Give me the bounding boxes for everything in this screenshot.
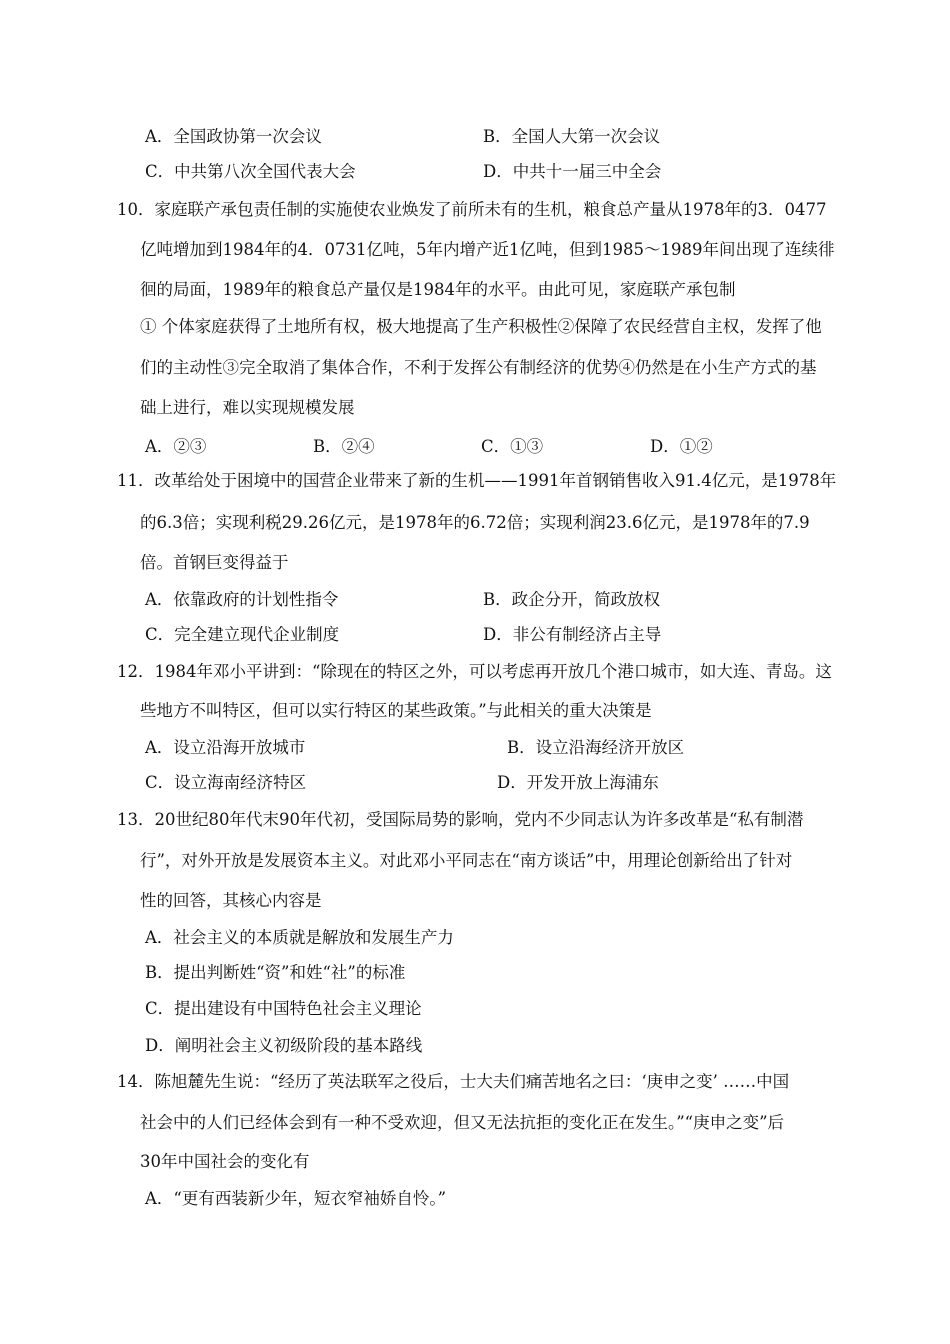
q12-option-c: C．设立海南经济特区: [145, 773, 307, 792]
q12-option-b: B．设立沿海经济开放区: [507, 738, 685, 757]
q13-option-d: D．阐明社会主义初级阶段的基本路线: [145, 1036, 423, 1055]
q11-option-b: B．政企分开，简政放权: [483, 590, 661, 609]
q14-stem-line-1: 14．陈旭麓先生说：“经历了英法联军之役后，士大夫们痛苦地名之曰：‘庚申之变’ ……中国: [117, 1072, 790, 1091]
q13-option-a: A．社会主义的本质就是解放和发展生产力: [145, 928, 454, 947]
q13-option-b: B．提出判断姓“资”和姓“社”的标准: [145, 963, 406, 982]
q11-stem-line-1: 11．改革给处于困境中的国营企业带来了新的生机——1991年首钢销售收入91.4亿元，是1978年: [117, 471, 837, 490]
q10-stem-line-1: 10．家庭联产承包责任制的实施使农业焕发了前所未有的生机，粮食总产量从1978年的3．0477: [117, 200, 827, 219]
q10-stem-line-3: 徊的局面，1989年的粮食总产量仅是1984年的水平。由此可见，家庭联产承包制: [140, 280, 736, 299]
q9-option-a: A．全国政协第一次会议: [145, 127, 322, 146]
q11-option-c: C．完全建立现代企业制度: [145, 625, 340, 644]
q10-stem-line-2: 亿吨增加到1984年的4．0731亿吨，5年内增产近1亿吨，但到1985～1989年间出现了连续徘: [140, 240, 835, 259]
q10-stem-line-4: ① 个体家庭获得了土地所有权，极大地提高了生产积极性②保障了农民经营自主权，发挥了他: [140, 317, 822, 336]
q12-stem-line-1: 12．1984年邓小平讲到：“除现在的特区之外，可以考虑再开放几个港口城市，如大连、青岛。这: [117, 662, 832, 681]
q10-stem-line-6: 础上进行，难以实现规模发展: [140, 398, 355, 417]
q10-option-c: C．①③: [481, 437, 544, 456]
q13-option-c: C．提出建设有中国特色社会主义理论: [145, 999, 422, 1018]
q10-option-d: D．①②: [650, 437, 713, 456]
q11-option-a: A．依靠政府的计划性指令: [145, 590, 339, 609]
q14-stem-line-2: 社会中的人们已经体会到有一种不受欢迎，但又无法抗拒的变化正在发生。”“庚申之变”后: [140, 1113, 785, 1132]
q13-stem-line-1: 13．20世纪80年代末90年代初，受国际局势的影响，党内不少同志认为许多改革是“私有制潜: [117, 810, 804, 829]
q12-option-d: D．开发开放上海浦东: [497, 773, 659, 792]
q14-option-a: A．“更有西装新少年，短衣窄袖娇自怜。”: [145, 1189, 447, 1208]
q10-option-a: A．②③: [145, 437, 207, 456]
q11-stem-line-3: 倍。首钢巨变得益于: [140, 553, 289, 572]
q14-stem-line-3: 30年中国社会的变化有: [140, 1152, 310, 1171]
q9-option-d: D．中共十一届三中全会: [483, 162, 662, 181]
q10-stem-line-5: 们的主动性③完全取消了集体合作，不利于发挥公有制经济的优势④仍然是在小生产方式的基: [140, 358, 817, 377]
q12-option-a: A．设立沿海开放城市: [145, 738, 306, 757]
q9-option-b: B．全国人大第一次会议: [483, 127, 661, 146]
q13-stem-line-2: 行”，对外开放是发展资本主义。对此邓小平同志在“南方谈话”中，用理论创新给出了针对: [140, 851, 793, 870]
q12-stem-line-2: 些地方不叫特区，但可以实行特区的某些政策。”与此相关的重大决策是: [140, 701, 652, 720]
q13-stem-line-3: 性的回答，其核心内容是: [140, 891, 322, 910]
q10-option-b: B．②④: [313, 437, 375, 456]
q11-stem-line-2: 的6.3倍；实现利税29.26亿元，是1978年的6.72倍；实现利润23.6亿元，是1978年的7.9: [140, 513, 810, 532]
q11-option-d: D．非公有制经济占主导: [483, 625, 662, 644]
q9-option-c: C．中共第八次全国代表大会: [145, 162, 356, 181]
